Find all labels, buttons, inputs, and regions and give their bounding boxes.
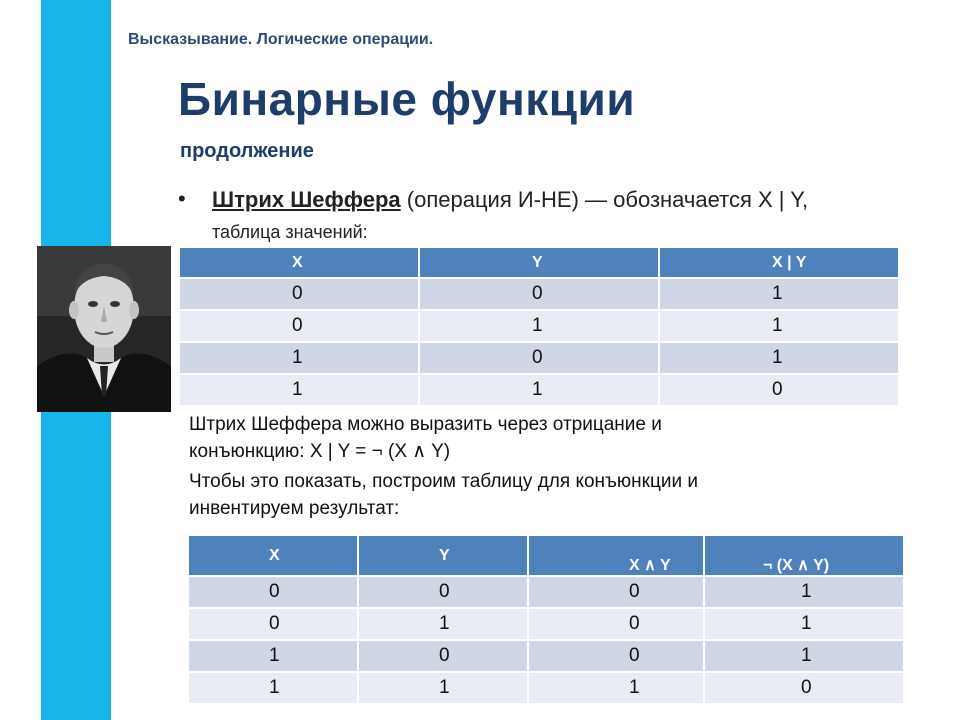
table-row — [180, 279, 898, 309]
bullet-dot: • — [178, 186, 186, 211]
column-header: ¬ (X ∧ Y) — [705, 536, 903, 575]
column-header: X | Y — [660, 248, 898, 277]
table-cell: 0 — [529, 577, 703, 607]
paragraph-proof-intro — [189, 468, 698, 522]
table-row — [180, 375, 898, 405]
table-cell: 0 — [660, 375, 898, 405]
column-header: Y — [359, 536, 527, 575]
table-row — [189, 641, 903, 671]
paragraph-line: Штрих Шеффера можно выразить через отрицание и — [189, 414, 662, 435]
column-header: Y — [420, 248, 658, 277]
table-row — [189, 673, 903, 703]
table-header-row — [189, 536, 903, 575]
continuation-label: продолжение — [180, 140, 314, 162]
conjunction-negation-table — [187, 534, 905, 705]
table-cell: 1 — [359, 673, 527, 703]
table-cell: 0 — [529, 641, 703, 671]
table-cell: 0 — [189, 577, 357, 607]
section-subtitle: Высказывание. Логические операции. — [128, 31, 434, 48]
table-cell: 0 — [420, 343, 658, 373]
table-cell: 0 — [189, 609, 357, 639]
table-cell: 1 — [180, 375, 418, 405]
table-cell: 1 — [359, 609, 527, 639]
table-cell: 1 — [660, 311, 898, 341]
table-cell: 0 — [420, 279, 658, 309]
table-cell: 1 — [189, 673, 357, 703]
table-cell: 0 — [705, 673, 903, 703]
table-cell: 1 — [189, 641, 357, 671]
table-cell: 1 — [180, 343, 418, 373]
table-row — [180, 343, 898, 373]
left-margin — [0, 0, 41, 720]
table-cell: 1 — [420, 375, 658, 405]
table-row — [180, 311, 898, 341]
table-cell: 1 — [705, 609, 903, 639]
portrait-photo — [37, 246, 171, 412]
paragraph-line: конъюнкцию: X | Y = ¬ (X ∧ Y) — [189, 441, 451, 462]
table-cell: 1 — [660, 279, 898, 309]
table-cell: 1 — [660, 343, 898, 373]
paragraph-line: инвентируем результат: — [189, 498, 400, 519]
table-cell: 0 — [529, 609, 703, 639]
table-row — [189, 609, 903, 639]
column-header: X — [180, 248, 418, 277]
bullet-rest: (операция И-НЕ) — обозначается X | Y, — [400, 187, 809, 212]
bullet-term: Штрих Шеффера — [212, 187, 401, 212]
sheffer-truth-table — [178, 246, 900, 407]
table-cell: 1 — [705, 641, 903, 671]
paragraph-sheffer-expression — [189, 411, 662, 465]
table-header-row — [180, 248, 898, 277]
paragraph-line: Чтобы это показать, построим таблицу для конъюнкции и — [189, 471, 698, 492]
page-title: Бинарные функции — [178, 73, 636, 125]
bullet-line-2: таблица значений: — [212, 222, 368, 242]
table-cell: 1 — [529, 673, 703, 703]
column-header: X ∧ Y — [529, 536, 703, 575]
table-cell: 0 — [359, 577, 527, 607]
table-cell: 1 — [705, 577, 903, 607]
table-cell: 1 — [420, 311, 658, 341]
table-cell: 0 — [180, 311, 418, 341]
column-header: X — [189, 536, 357, 575]
table-row — [189, 577, 903, 607]
table-cell: 0 — [180, 279, 418, 309]
bullet-text — [212, 187, 808, 213]
table-cell: 0 — [359, 641, 527, 671]
